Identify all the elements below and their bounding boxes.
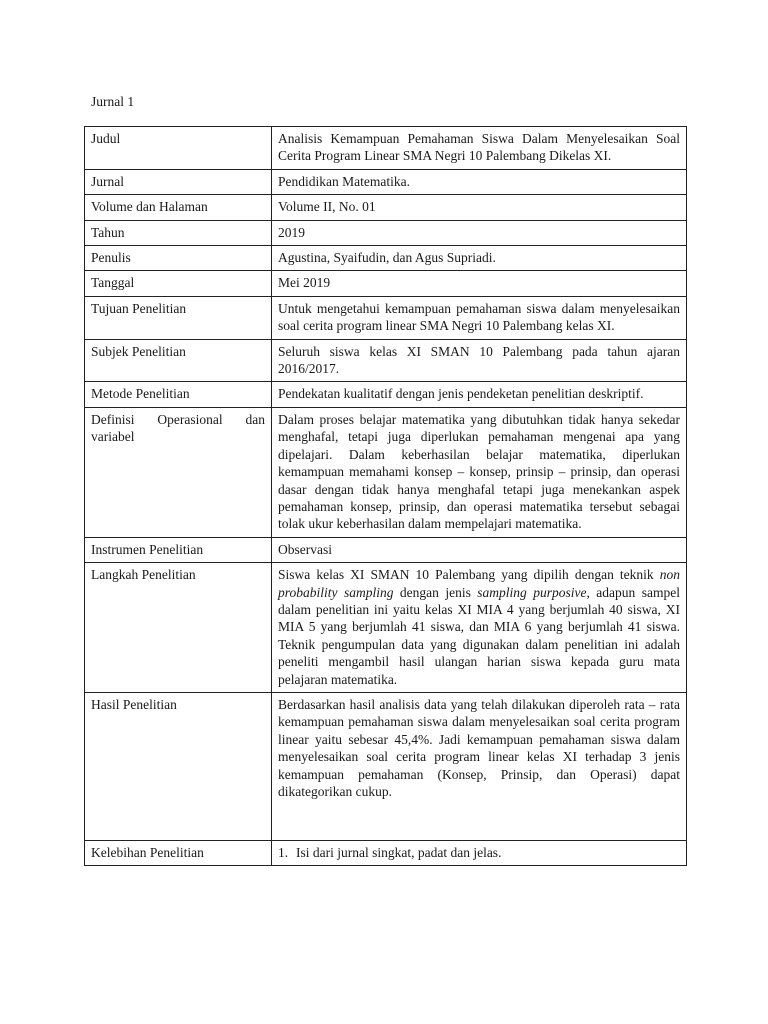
langkah-text-1: Siswa kelas XI SMAN 10 Palembang yang dipilih dengan teknik <box>278 567 660 583</box>
table-row-subjek <box>85 339 687 382</box>
row-value: Observasi <box>272 537 687 562</box>
journal-summary-table <box>84 126 687 866</box>
table-row-tahun <box>85 220 687 245</box>
row-value: Berdasarkan hasil analisis data yang telah dilakukan diperoleh rata – rata kemampuan pemahaman siswa dalam menyelesaikan soal cerita program linear yaitu sebesar 45,4%. Jadi kemampuan pemahaman siswa dalam menyelesaikan soal cerita program linear kelas XI terhadap 3 jenis kemampuan pemahaman (Konsep, Prinsip, dan Operasi) dapat dikategorikan cukup. <box>272 692 687 840</box>
row-value <box>272 563 687 693</box>
table-row-kelebihan <box>85 840 687 865</box>
row-label: Kelebihan Penelitian <box>85 840 272 865</box>
row-label: Judul <box>85 127 272 170</box>
row-value: Pendidikan Matematika. <box>272 169 687 194</box>
row-label: Subjek Penelitian <box>85 339 272 382</box>
row-value: 2019 <box>272 220 687 245</box>
row-label: Instrumen Penelitian <box>85 537 272 562</box>
table-row-penulis <box>85 246 687 271</box>
langkah-italic-2: sampling purposive <box>477 584 587 600</box>
row-label: Tujuan Penelitian <box>85 296 272 339</box>
table-row-jurnal <box>85 169 687 194</box>
document-heading: Jurnal 1 <box>91 94 135 109</box>
row-label: Tahun <box>85 220 272 245</box>
row-label: Jurnal <box>85 169 272 194</box>
list-item-number: 1. <box>278 844 289 860</box>
row-value: Agustina, Syaifudin, dan Agus Supriadi. <box>272 246 687 271</box>
table-row-definisi <box>85 407 687 537</box>
table-row-langkah <box>85 563 687 693</box>
row-label: Definisi Operasional dan variabel <box>85 407 272 537</box>
table-row-judul <box>85 127 687 170</box>
langkah-text-3: , adapun sampel dalam penelitian ini yaitu kelas XI MIA 4 yang berjumlah 40 siswa, XI MIA 5 yang berjumlah 41 siswa, dan MIA 6 yang berjumlah 41 siswa. Teknik pengumpulan data yang digunakan dalam penelitian ini adalah peneliti mengambil hasil ulangan harian siswa kepada guru mata pelajaran matematika. <box>278 584 680 687</box>
list-item <box>278 844 680 861</box>
list-item-text: Isi dari jurnal singkat, padat dan jelas. <box>296 844 502 860</box>
table-row-tujuan <box>85 296 687 339</box>
row-value: Dalam proses belajar matematika yang dibutuhkan tidak hanya sekedar menghafal, tetapi juga diperlukan pemahaman mengenai apa yang dipelajari. Dalam keberhasilan belajar matematika, diperlukan kemampuan memahami konsep – konsep, prinsip – prinsip, dan operasi dasar dengan tidak hanya menghafal tetapi juga menekankan aspek pemahaman konsep, prinsip, dan operasi matematika tersebut sebagai tolak ukur keberhasilan dalam mempelajari matematika. <box>272 407 687 537</box>
table-row-metode <box>85 382 687 407</box>
row-label: Langkah Penelitian <box>85 563 272 693</box>
table-row-tanggal <box>85 271 687 296</box>
langkah-italic-1: non probability sampling <box>278 567 680 600</box>
langkah-text-2: dengan jenis <box>393 584 478 600</box>
row-value <box>272 840 687 865</box>
row-label: Volume dan Halaman <box>85 195 272 220</box>
table-row-instrumen <box>85 537 687 562</box>
row-label: Penulis <box>85 246 272 271</box>
row-value: Volume II, No. 01 <box>272 195 687 220</box>
row-label: Metode Penelitian <box>85 382 272 407</box>
row-value: Mei 2019 <box>272 271 687 296</box>
kelebihan-list <box>278 844 680 861</box>
table-row-hasil <box>85 692 687 840</box>
row-value: Untuk mengetahui kemampuan pemahaman siswa dalam menyelesaikan soal cerita program linear SMA Negri 10 Palembang kelas XI. <box>272 296 687 339</box>
row-value: Pendekatan kualitatif dengan jenis pendeketan penelitian deskriptif. <box>272 382 687 407</box>
row-value: Seluruh siswa kelas XI SMAN 10 Palembang pada tahun ajaran 2016/2017. <box>272 339 687 382</box>
table-row-volume <box>85 195 687 220</box>
row-label: Hasil Penelitian <box>85 692 272 840</box>
row-label: Tanggal <box>85 271 272 296</box>
row-value: Analisis Kemampuan Pemahaman Siswa Dalam Menyelesaikan Soal Cerita Program Linear SMA Negri 10 Palembang Dikelas XI. <box>272 127 687 170</box>
